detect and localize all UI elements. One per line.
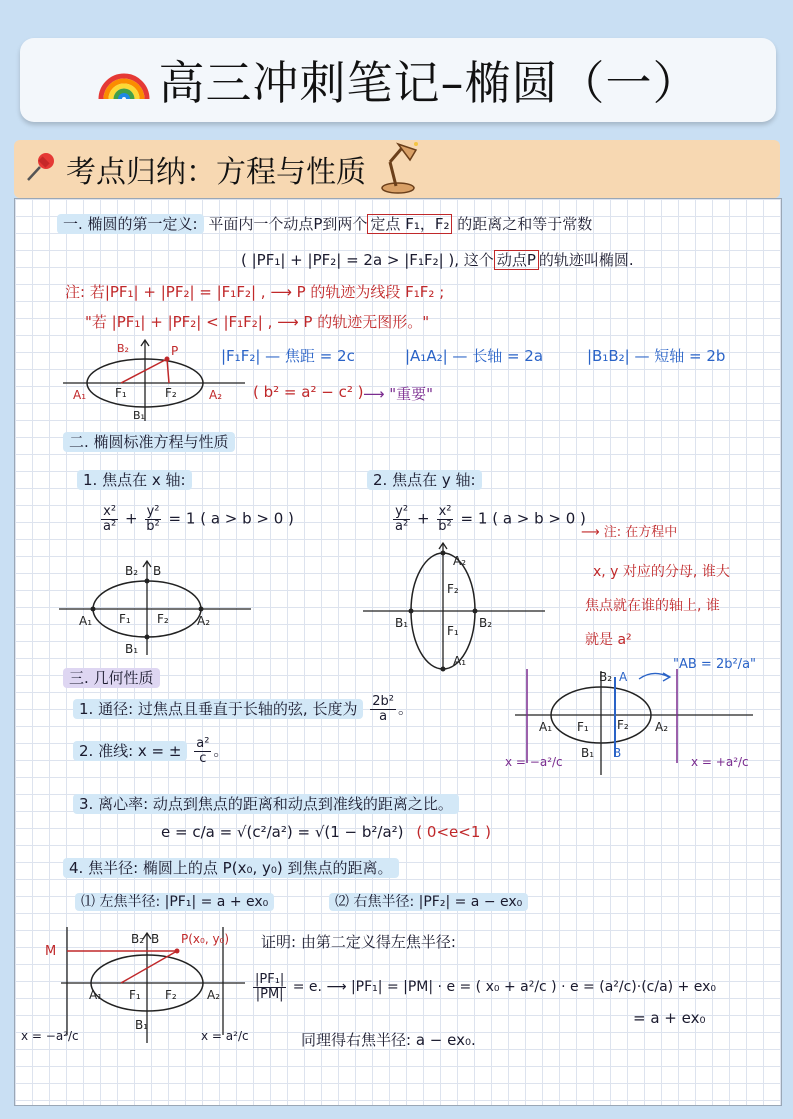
label-p: P bbox=[171, 344, 179, 358]
directrix: 2. 准线: x = ± bbox=[73, 741, 187, 761]
r-label-b1: B₁ bbox=[135, 1018, 149, 1032]
sec1-line2-a: ( |PF₁| + |PF₂| = 2a > |F₁F₂| ), 这个 bbox=[241, 251, 494, 269]
sec2-heading: 二. 椭圆标准方程与性质 bbox=[63, 432, 235, 452]
banner-title: 考点归纳：方程与性质 bbox=[66, 155, 366, 190]
label-f2: F₂ bbox=[165, 386, 177, 400]
eccentricity-formula: e = c/a = √(c²/a²) = √(1 − b²/a²) bbox=[161, 823, 404, 841]
r-label-f1: F₁ bbox=[129, 988, 141, 1002]
label-a2: A₂ bbox=[209, 388, 223, 402]
d-label-a: A bbox=[619, 670, 628, 684]
proof-equation-row: $\frac{\text{|PF₁|}}{|PM|}$ = e. ⟶ |PF₁| = |PM| · e = ( x₀ + a²/c ) · e = (a²/c)·(c/a) + ex₀ bbox=[255, 972, 717, 1002]
x-label-f2: F₂ bbox=[157, 612, 169, 626]
x-label-b2: B₂ bbox=[125, 564, 139, 578]
focal-radius-title: 4. 焦半径: 椭圆上的点 P(x₀, y₀) 到焦点的距离。 bbox=[63, 858, 399, 878]
sec1-line2 bbox=[241, 249, 634, 270]
x-label-a2: A₂ bbox=[197, 614, 211, 628]
latus-rectum: 1. 通径: 过焦点且垂直于长轴的弦, 长度为 bbox=[73, 699, 363, 719]
x-label-b: B bbox=[153, 564, 162, 578]
y-axis-foci-title: 2. 焦点在 y 轴: bbox=[367, 470, 482, 490]
proof-equation: = e. ⟶ |PF₁| = |PM| · e = ( x₀ + a²/c ) · e = (a²/c)·(c/a) + ex₀ bbox=[292, 979, 717, 996]
y-label-b2: B₂ bbox=[479, 616, 493, 630]
fr-directrix-right: x = a²/c bbox=[201, 1029, 249, 1043]
focal-length: |F₁F₂| — 焦距 = 2c bbox=[221, 347, 355, 365]
note-line-3: 就是 a² bbox=[585, 632, 632, 648]
directrix-right-label: x = +a²/c bbox=[691, 755, 749, 769]
note-no-graph: "若 |PF₁| + |PF₂| < |F₁F₂| , ⟶ P 的轨迹无图形。" bbox=[85, 313, 430, 331]
label-a1: A₁ bbox=[73, 388, 87, 402]
sec2-x-title-row bbox=[77, 469, 192, 490]
note-segment: 注: 若|PF₁| + |PF₂| = |F₁F₂| , ⟶ P 的轨迹为线段 F₁F₂ ; bbox=[65, 283, 445, 301]
y-label-f1: F₁ bbox=[447, 624, 459, 638]
abc-relation: ( b² = a² − c² ) bbox=[253, 383, 364, 401]
d-label-a1: A₁ bbox=[539, 720, 553, 734]
sec1-text-a: 平面内一个动点P到两个 bbox=[203, 215, 368, 233]
sec3-heading: 三. 几何性质 bbox=[63, 668, 160, 688]
same-right-radius: 同理得右焦半径: a − ex₀. bbox=[301, 1031, 476, 1049]
note-line-1: x, y 对应的分母, 谁大 bbox=[593, 564, 730, 580]
label-b2: B₂ bbox=[117, 342, 129, 355]
page-title: 高三冲刺笔记–椭圆（一） bbox=[158, 56, 700, 110]
sec4-heading-row bbox=[63, 857, 399, 878]
eccentricity-range: ( 0<e<1 ) bbox=[416, 823, 492, 841]
minor-axis: |B₁B₂| — 短轴 = 2b bbox=[587, 347, 726, 365]
page-footer bbox=[0, 1108, 793, 1119]
note-denominator-arrow: ⟶ 注: 在方程中 bbox=[581, 525, 678, 540]
r-label-b2: B₂ bbox=[131, 932, 145, 946]
proof-result: = a + ex₀ bbox=[633, 1009, 706, 1027]
r-label-a2: A₂ bbox=[207, 988, 221, 1002]
x-label-a1: A₁ bbox=[79, 614, 93, 628]
x-label-b1: B₁ bbox=[125, 642, 139, 656]
eccentricity-title: 3. 离心率: 动点到焦点的距离和动点到准线的距离之比。 bbox=[73, 794, 459, 814]
r-label-f2: F₂ bbox=[165, 988, 177, 1002]
directrix-row: 2. 准线: x = ± $\frac{\text{a²}}{c}$ 。 bbox=[73, 737, 228, 765]
proof-title: 证明: 由第二定义得左焦半径: bbox=[261, 933, 456, 951]
y-label-b1: B₁ bbox=[395, 616, 409, 630]
y-eq-condition: = 1 ( a > b > 0 ) bbox=[460, 509, 586, 528]
y-label-a2: A₂ bbox=[453, 554, 467, 568]
moving-point-box: 动点P bbox=[494, 250, 539, 270]
sec1-text-b: 的距离之和等于常数 bbox=[452, 215, 593, 233]
directrix-left-label: x = −a²/c bbox=[505, 755, 563, 769]
note-line-2: 焦点就在谁的轴上, 谁 bbox=[585, 598, 720, 614]
eccentricity-row bbox=[73, 793, 459, 814]
rainbow-icon bbox=[97, 53, 151, 107]
d-label-f2: F₂ bbox=[617, 718, 629, 732]
sec1-line1 bbox=[57, 213, 592, 234]
r-label-a1: A₁ bbox=[89, 988, 103, 1002]
important-label: "重要" bbox=[389, 385, 434, 403]
left-focal-radius: ⑴ 左焦半径: |PF₁| = a + ex₀ bbox=[75, 893, 274, 911]
ellipse-diagram-x bbox=[55, 557, 255, 657]
label-m: M bbox=[45, 944, 57, 959]
fixed-points-box: 定点 F₁，F₂ bbox=[367, 214, 452, 234]
section-banner bbox=[14, 140, 780, 198]
x-label-f1: F₁ bbox=[119, 612, 131, 626]
eccentricity-formula-row bbox=[161, 823, 491, 841]
x-equation: $\frac{\text{x²}}{\text{a²}}$ + $\frac{\text{y²}}{\text{b²}}$ = 1 ( a > b > 0 ) bbox=[103, 504, 294, 534]
d-label-b1: B₁ bbox=[581, 746, 595, 760]
note-paper bbox=[14, 198, 782, 1106]
major-axis: |A₁A₂| — 长轴 = 2a bbox=[405, 347, 544, 365]
right-radius-row bbox=[329, 891, 528, 911]
label-b1: B₁ bbox=[133, 409, 145, 422]
d-label-b2: B₂ bbox=[599, 670, 613, 684]
ab-length-label: "AB = 2b²/a" bbox=[673, 657, 757, 672]
y-equation: $\frac{\text{y²}}{\text{a²}}$ + $\frac{\text{x²}}{\text{b²}}$ = 1 ( a > b > 0 ) bbox=[395, 504, 586, 534]
left-radius-row bbox=[75, 891, 274, 911]
fr-directrix-left: x = −a²/c bbox=[21, 1029, 79, 1043]
title-card bbox=[20, 38, 776, 122]
label-p-point: P(x₀, y₀) bbox=[181, 932, 230, 946]
y-label-a1: A₁ bbox=[453, 654, 467, 668]
latus-row: 1. 通径: 过焦点且垂直于长轴的弦, 长度为 $\frac{\text{2b²}}{a}$ 。 bbox=[73, 695, 413, 723]
d-label-f1: F₁ bbox=[577, 720, 589, 734]
desk-lamp-icon bbox=[376, 140, 422, 198]
y-label-f2: F₂ bbox=[447, 582, 459, 596]
r-label-b: B bbox=[151, 932, 160, 946]
pushpin-icon bbox=[24, 150, 58, 188]
label-f1: F₁ bbox=[115, 386, 127, 400]
right-focal-radius: ⑵ 右焦半径: |PF₂| = a − ex₀ bbox=[329, 893, 528, 911]
x-axis-foci-title: 1. 焦点在 x 轴: bbox=[77, 470, 192, 490]
sec2-heading-row bbox=[63, 431, 235, 452]
sec2-y-title-row bbox=[367, 469, 482, 490]
sec1-heading: 一. 椭圆的第一定义: bbox=[57, 214, 204, 234]
sec1-line2-b: 的轨迹叫椭圆. bbox=[538, 251, 634, 269]
ellipse-diagram-y bbox=[359, 539, 559, 675]
x-eq-condition: = 1 ( a > b > 0 ) bbox=[168, 509, 294, 528]
arrow-important: ⟶ "重要" bbox=[363, 385, 434, 403]
d-label-b: B bbox=[613, 746, 622, 760]
d-label-a2: A₂ bbox=[655, 720, 669, 734]
sec3-heading-row bbox=[63, 667, 160, 688]
